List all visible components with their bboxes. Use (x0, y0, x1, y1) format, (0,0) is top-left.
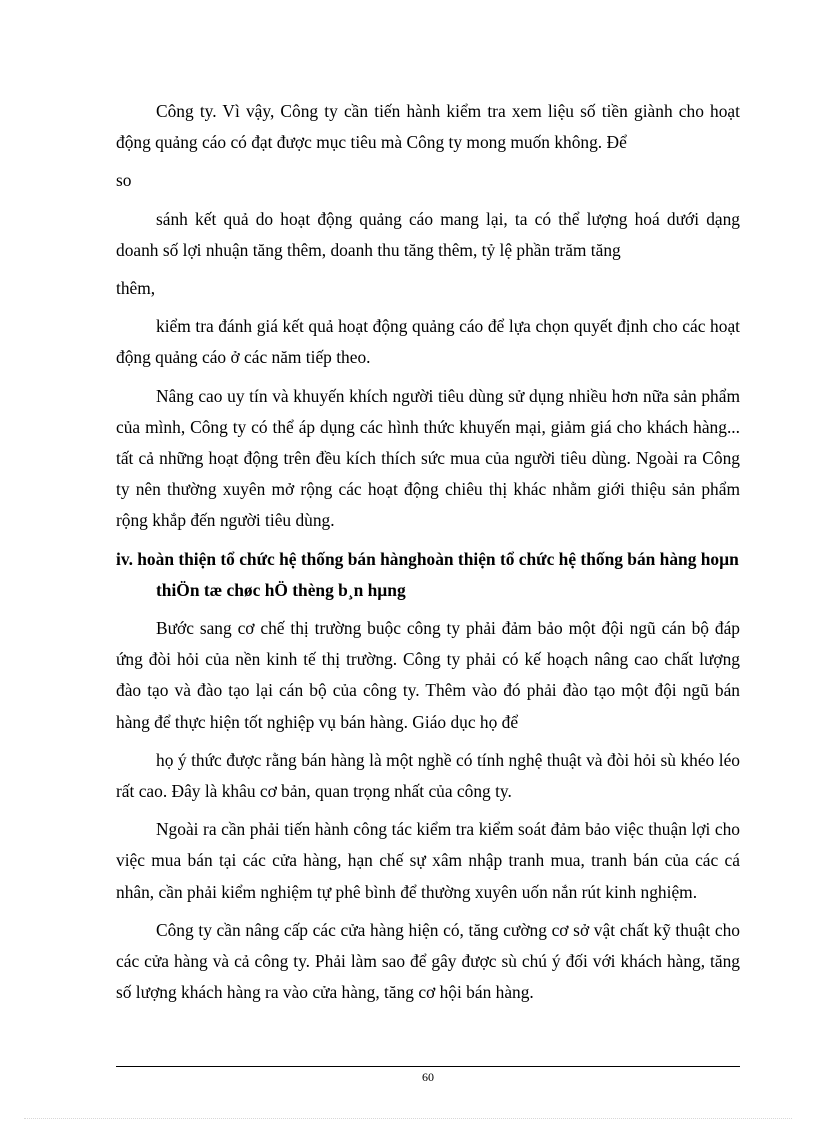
paragraph-7: Ngoài ra cần phải tiến hành công tác kiểm tra kiểm soát đảm bảo việc thuận lợi cho việc mua bán tại các cửa hàng, hạn chế sự xâm nhập tranh mua, tranh bán của các cá nhân, cần phải kiểm nghiệm tự phê bình để thường xuyên uốn nắn rút kinh nghiệm. (116, 819, 740, 902)
paragraph-3: kiểm tra đánh giá kết quả hoạt động quảng cáo để lựa chọn quyết định cho các hoạt động quảng cáo ở các năm tiếp theo. (116, 316, 740, 368)
footer-rule (116, 1066, 740, 1067)
document-body (116, 96, 740, 1015)
paragraph-6: họ ý thức được rằng bán hàng là một nghề có tính nghệ thuật và đòi hỏi sù khéo léo rất cao. Đây là khâu cơ bản, quan trọng nhất của công ty. (116, 749, 740, 802)
paragraph-1: Công ty. Vì vậy, Công ty cần tiến hành kiểm tra xem liệu số tiền giành cho hoạt động quảng cáo có đạt được mục tiêu mà Công ty mong muốn không. Để (116, 101, 740, 153)
paragraph-4: Nâng cao uy tín và khuyến khích người tiêu dùng sử dụng nhiều hơn nữa sản phẩm của mình, Công ty có thể áp dụng các hình thức khuyến mại, giảm giá cho khách hàng... tất cả những hoạt động trên đều kích thích sức mua của người tiêu dùng. Ngoài ra Công ty nên thường xuyên mở rộng các hoạt động chiêu thị khác nhằm giới thiệu sản phẩm rộng khắp đến người tiêu dùng. (116, 385, 740, 531)
paragraph-8: Công ty cần nâng cấp các cửa hàng hiện có, tăng cường cơ sở vật chất kỹ thuật cho các cửa hàng và cả công ty. Phải làm sao để gây được sù chú ý đối với khách hàng, tăng số lượng khách hàng ra vào cửa hàng, tăng cơ hội bán hàng. (116, 919, 740, 1003)
paragraph-2: sánh kết quả do hoạt động quảng cáo mang lại, ta có thể lượng hoá dưới dạng doanh số lợi nhuận tăng thêm, doanh thu tăng thêm, tỷ lệ phần trăm tăng (116, 208, 740, 260)
paragraph-5: Bước sang cơ chế thị trường buộc công ty phải đảm bảo một đội ngũ cán bộ đáp ứng đòi hỏi của nền kinh tế thị trường. Công ty phải có kế hoạch nâng cao chất lượng đào tạo và đào tạo lại cán bộ của công ty. Thêm vào đó phải đào tạo một đội ngũ bán hàng để thực hiện tốt nghiệp vụ bán hàng. Giáo dục họ để (116, 618, 740, 732)
page-edge-divider (24, 1118, 792, 1119)
paragraph-2-tail: thêm, (116, 278, 156, 299)
page-number: 60 (422, 1070, 434, 1084)
section-heading: iv. hoàn thiện tổ chức hệ thống bán hànghoàn thiện tổ chức hệ thống bán hàng hoµn thiÖn tæ chøc hÖ thèng b¸n hµng (116, 548, 739, 600)
paragraph-1-tail: so (116, 170, 132, 191)
